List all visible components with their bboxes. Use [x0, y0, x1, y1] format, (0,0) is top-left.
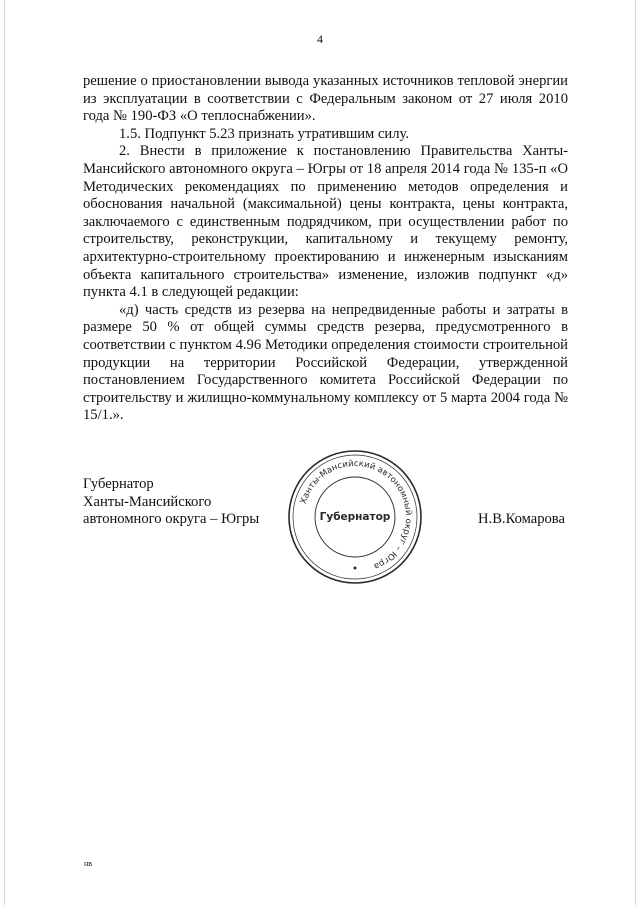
paragraph-2: 1.5. Подпункт 5.23 признать утратившим силу.: [119, 125, 409, 142]
signer-name: Н.В.Комарова: [478, 511, 565, 527]
signature-block: [83, 476, 259, 529]
paragraph-1: решение о приостановлении вывода указанных источников тепловой энергии из эксплуатации в соответствии с Федеральным законом от 27 июля 2010 года № 190-ФЗ «О теплоснабжении».: [83, 73, 568, 125]
scan-edge-left: [4, 0, 5, 905]
seal-dot: [354, 567, 357, 570]
seal-ring-text: Ханты-Мансийский автономный округ – Югра: [298, 458, 414, 572]
signature-title-line3: автономного округа – Югры: [83, 511, 260, 528]
scan-edge-right: [635, 0, 636, 905]
paragraph-4: «д) часть средств из резерва на непредвиденные работы и затраты в размере 50 % от общей суммы средств резерва, предусмотренного в соответствии с пунктом 4.96 Методики определения стоимости строительной продукции на территории Российской Федерации, утвержденной постановлением Государственного комитета Российской Федерации по строительству и жилищно-коммунальному комплексу от 5 марта 2004 года № 15/1.».: [83, 301, 568, 424]
seal-center-text: Губернатор: [319, 511, 391, 523]
signature-title-line1: Губернатор: [83, 476, 154, 492]
document-body: [83, 73, 568, 425]
paragraph-3: 2. Внести в приложение к постановлению Правительства Ханты-Мансийского автономного округа – Югры от 18 апреля 2014 года № 135-п «О Методических рекомендациях по применению методов определения и обоснования начальной (максимальной) цены контракта, цены контракта, заключаемого с единственным подрядчиком, при осуществлении работ по строительству, реконструкции, капитальному и текущему ремонту, архитектурно-строительному проектированию и инженерным изысканиям объекта капитального строительства» изменение, изложив подпункт «д» пункта 4.1 в следующей редакции:: [83, 143, 568, 301]
page-number: 4: [317, 32, 323, 46]
signature-title-line2: Ханты-Мансийского: [83, 493, 212, 510]
footer-initials: нв: [84, 859, 93, 868]
official-seal: [285, 447, 425, 587]
